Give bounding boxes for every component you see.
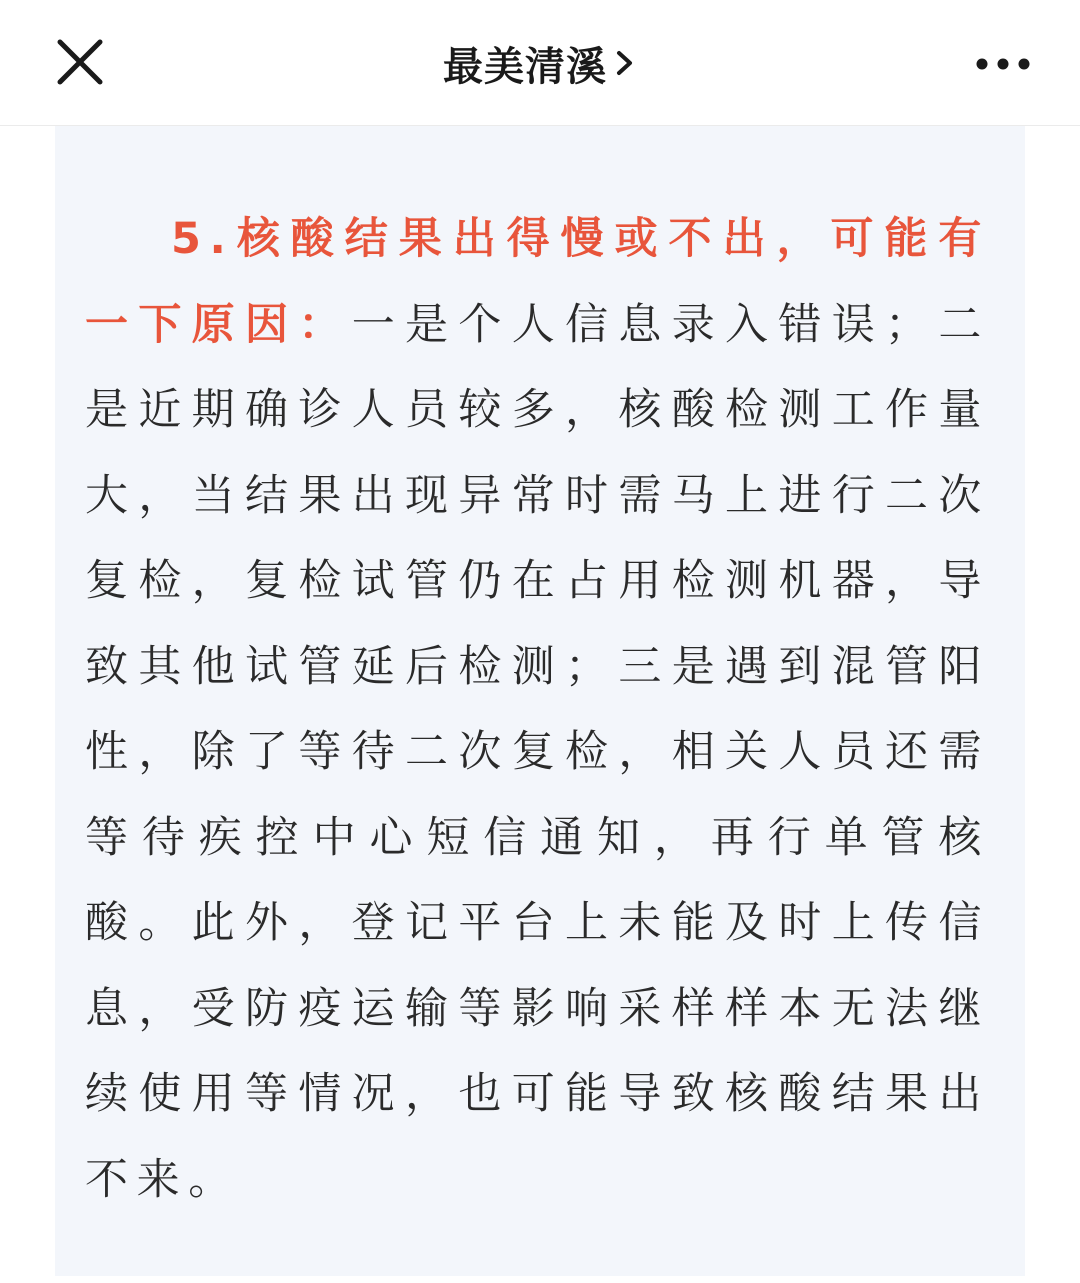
- more-horizontal-icon: [968, 38, 1038, 90]
- account-title-button[interactable]: [443, 35, 637, 92]
- highlighted-heading: 5.核酸结果出得慢或不出，可能有一下原因：: [85, 214, 990, 350]
- chevron-right-icon: [613, 43, 637, 83]
- page-title: 最美清溪: [443, 43, 607, 90]
- close-button[interactable]: [48, 30, 112, 94]
- close-icon: [48, 30, 112, 94]
- article-paragraph: [85, 197, 990, 1223]
- more-options-button[interactable]: [968, 38, 1038, 90]
- top-nav-bar: [0, 0, 1080, 126]
- article-body-text: 一是个人信息录入错误；二是近期确诊人员较多，核酸检测工作量大，当结果出现异常时需马上进行二次复检，复检试管仍在占用检测机器，导致其他试管延后检测；三是遇到混管阳性，除了等待二次复检，相关人员还需等待疾控中心短信通知，再行单管核酸。此外，登记平台上未能及时上传信息，受防疫运输等影响采样样本无法继续使用等情况，也可能导致核酸结果出不来。: [85, 299, 990, 1205]
